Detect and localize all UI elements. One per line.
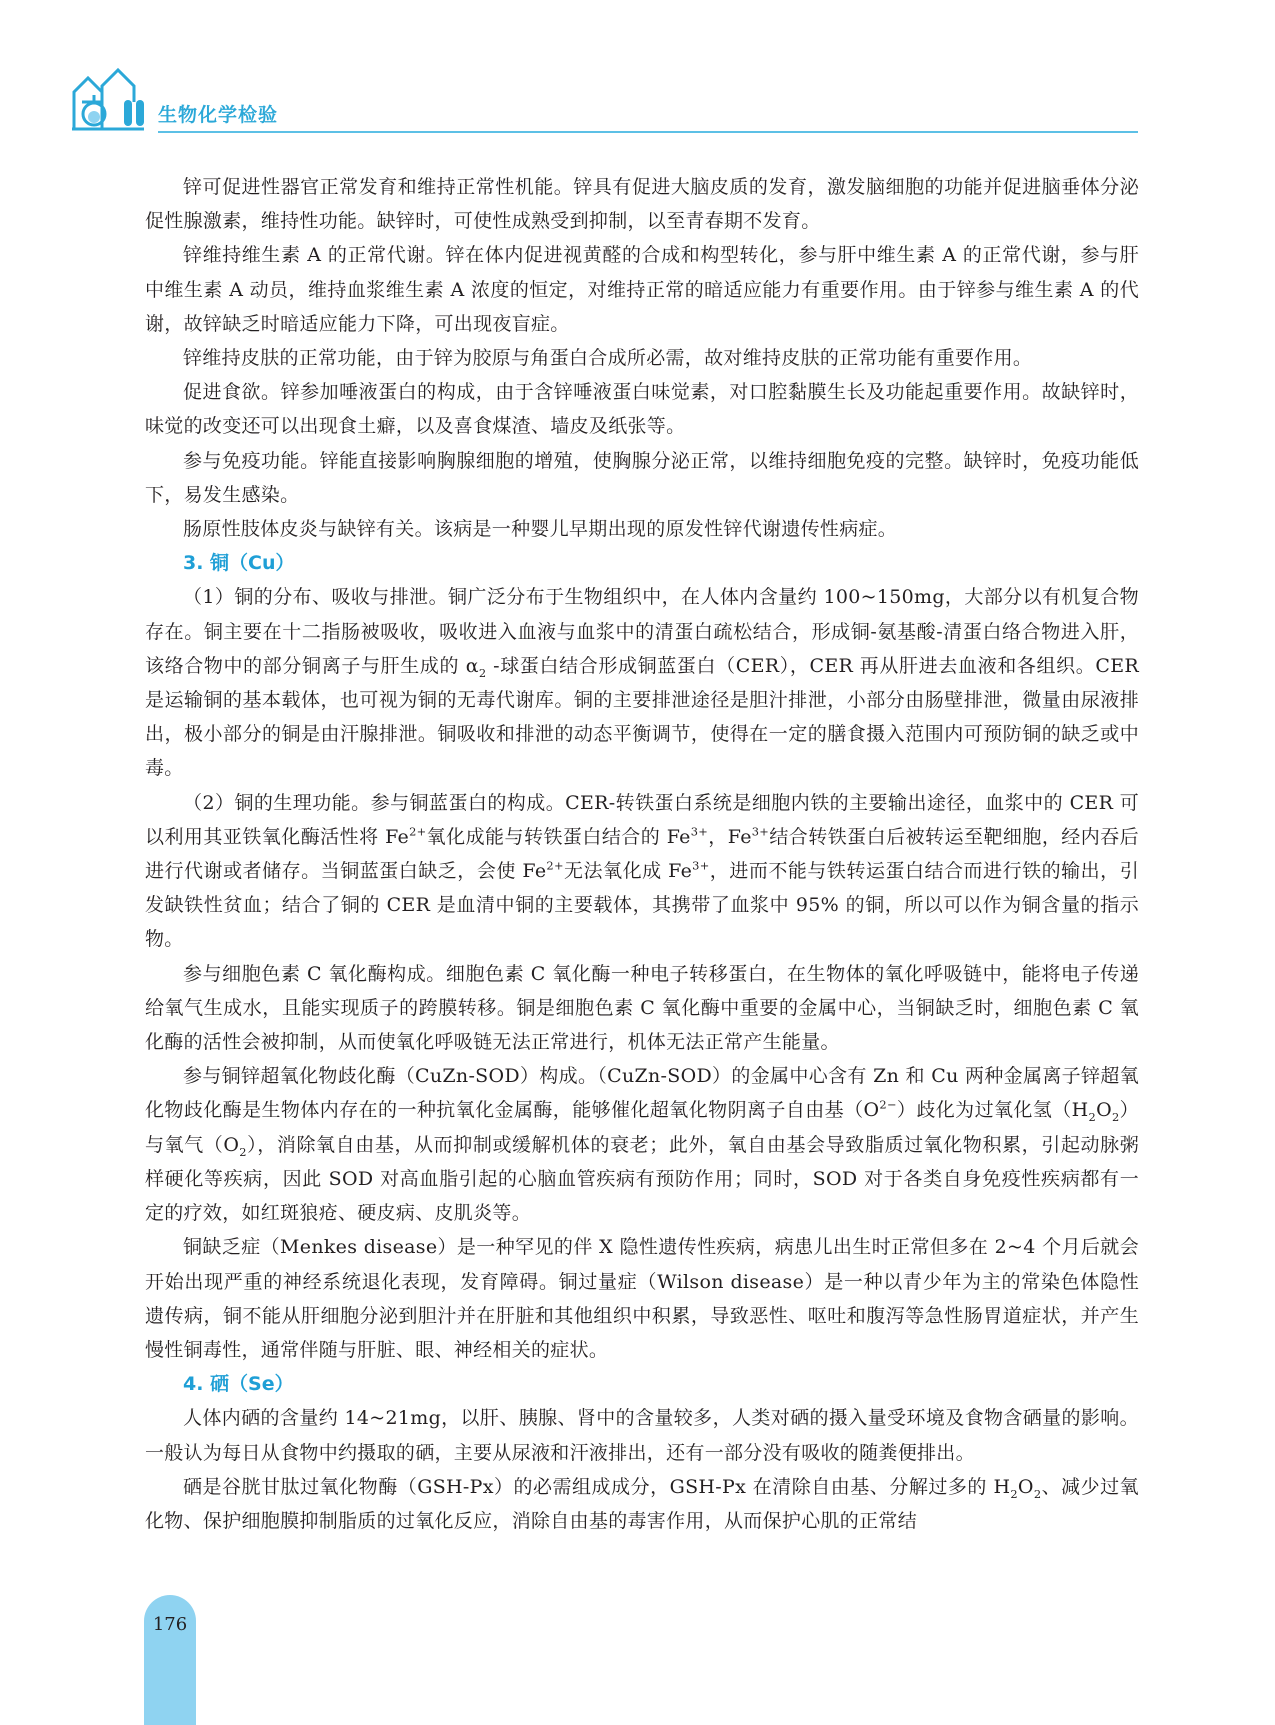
text-run: 无法氧化成 Fe <box>563 860 693 883</box>
lab-flask-logo-icon <box>68 62 148 134</box>
paragraph: 肠原性肢体皮炎与缺锌有关。该病是一种婴儿早期出现的原发性锌代谢遗传性病症。 <box>183 518 898 541</box>
page-header <box>0 0 1275 140</box>
text-run: ，Fe <box>708 825 752 848</box>
text-run: 参与铜锌超氧化物歧化酶（CuZn-SOD）构成。（CuZn-SOD）的金属中心含有 Zn 和 Cu 两种金属离子锌超氧化物歧化酶是生物体内存在的一种抗氧化金属酶，能够催化超氧化物阴离子自由基（O <box>145 1065 1139 1122</box>
paragraph: 锌维持维生素 A 的正常代谢。锌在体内促进视黄醛的合成和构型转化，参与肝中维生素 A 的正常代谢，参与肝中维生素 A 动员，维持血浆维生素 A 浓度的恒定，对维持正常的暗适应能力有重要作用。由于锌参与维生素 A 的代谢，故锌缺乏时暗适应能力下降，可出现夜盲症。 <box>145 244 1139 335</box>
text-run: 硒是谷胱甘肽过氧化物酶（GSH-Px）的必需组成成分，GSH-Px 在清除自由基、分解过多的 H <box>183 1475 1011 1498</box>
paragraph <box>145 1470 1139 1538</box>
superscript: 3+ <box>751 824 770 839</box>
text-run: （2）铜的生理功能。参与铜蓝蛋白的构成。CER-转铁蛋白系统是细胞内铁的主要输出途径，血浆中的 CER 可以利用其亚铁氧化酶活性将 Fe <box>145 791 1139 848</box>
text-run: -球蛋白结合形成铜蓝蛋白（CER），CER 再从肝进去血液和各组织。CER 是运输铜的基本载体，也可视为铜的无毒代谢库。铜的主要排泄途径是胆汁排泄，小部分由肠壁排泄，微量由尿液排出，极小部分的铜是由汗腺排泄。铜吸收和排泄的动态平衡调节，使得在一定的膳食摄入范围内可预防铜的缺乏或中毒。 <box>145 654 1139 780</box>
subscript: 2 <box>1033 1486 1042 1501</box>
text-run: 、减少过氧化物、保护细胞膜抑制脂质的过氧化反应，消除自由基的毒害作用，从而保护心肌的正常结 <box>145 1475 1139 1532</box>
superscript: 3+ <box>690 824 709 839</box>
section-heading-copper: 3. 铜（Cu） <box>183 552 295 575</box>
page-number: 176 <box>152 1614 188 1635</box>
paragraph: 促进食欲。锌参加唾液蛋白的构成，由于含锌唾液蛋白味觉素，对口腔黏膜生长及功能起重要作用。故缺锌时，味觉的改变还可以出现食土癖，以及喜食煤渣、墙皮及纸张等。 <box>145 381 1139 438</box>
subscript: 2 <box>1088 1110 1097 1125</box>
paragraph: 铜缺乏症（Menkes disease）是一种罕见的伴 X 隐性遗传性疾病，病患儿出生时正常但多在 2~4 个月后就会开始出现严重的神经系统退化表现，发育障碍。铜过量症（Wilson disease）是一种以青少年为主的常染色体隐性遗传病，铜不能从肝细胞分泌到胆汁并在肝脏和其他组织中积累，导致恶性、呕吐和腹泻等急性肠胃道症状，并产生慢性铜毒性，通常伴随与肝脏、眼、神经相关的症状。 <box>145 1236 1139 1361</box>
paragraph: 参与细胞色素 C 氧化酶构成。细胞色素 C 氧化酶一种电子转移蛋白，在生物体的氧化呼吸链中，能将电子传递给氧气生成水，且能实现质子的跨膜转移。铜是细胞色素 C 氧化酶中重要的金属中心，当铜缺乏时，细胞色素 C 氧化酶的活性会被抑制，从而使氧化呼吸链无法正常进行，机体无法正常产生能量。 <box>145 962 1139 1054</box>
superscript: 2− <box>879 1098 897 1113</box>
paragraph <box>145 786 1139 957</box>
text-run: ，进而不能与铁转运蛋白结合而进行铁的输出，引发缺铁性贫血；结合了铜的 CER 是血清中铜的主要载体，其携带了血浆中 95% 的铜，所以可以作为铜含量的指示物。 <box>145 860 1139 951</box>
subscript: 2 <box>1010 1486 1018 1501</box>
paragraph <box>145 1059 1139 1230</box>
book-title: 生物化学检验 <box>158 104 279 126</box>
text-run: 氧化成能与转铁蛋白结合的 Fe <box>426 825 691 848</box>
paragraph <box>145 580 1139 785</box>
text-run: 结合转铁蛋白后被转运至靶细胞，经内吞后进行代谢或者储存。当铜蓝蛋白缺乏，会使 Fe <box>145 825 1139 883</box>
subscript: 2 <box>478 665 487 680</box>
text-run: ）歧化为过氧化氢（H <box>896 1099 1089 1122</box>
paragraph: 锌维持皮肤的正常功能，由于锌为胶原与角蛋白合成所必需，故对维持皮肤的正常功能有重要作用。 <box>183 347 1033 370</box>
text-run: （1）铜的分布、吸收与排泄。铜广泛分布于生物组织中，在人体内含量约 100~150mg，大部分以有机复合物存在。铜主要在十二指肠被吸收，吸收进入血液与血浆中的清蛋白疏松结合，形成铜-氨基酸-清蛋白络合物进入肝，该络合物中的部分铜离子与肝生成的 α <box>145 586 1139 677</box>
text-run: ），消除氧自由基，从而抑制或缓解机体的衰老；此外，氧自由基会导致脂质过氧化物积累，引起动脉粥样硬化等疾病，因此 SOD 对高血脂引起的心脑血管疾病有预防作用；同时，SOD 对于各类自身免疫性疾病都有一定的疗效，如红斑狼疮、硬皮病、皮肌炎等。 <box>145 1133 1139 1225</box>
text-run: O <box>1096 1099 1112 1122</box>
text-run: O <box>1017 1475 1034 1498</box>
paragraph: 人体内硒的含量约 14~21mg，以肝、胰腺、肾中的含量较多，人类对硒的摄入量受环境及食物含硒量的影响。一般认为每日从食物中约摄取的硒，主要从尿液和汗液排出，还有一部分没有吸收的随粪便排出。 <box>145 1407 1139 1464</box>
text-run: ）与氧气（O <box>145 1099 1139 1156</box>
page-body <box>145 170 1139 1538</box>
superscript: 2+ <box>546 858 564 873</box>
subscript: 2 <box>239 1144 247 1159</box>
superscript: 2+ <box>409 824 427 839</box>
header-divider <box>158 131 1138 133</box>
section-heading-selenium: 4. 硒（Se） <box>183 1373 294 1396</box>
paragraph: 参与免疫功能。锌能直接影响胸腺细胞的增殖，使胸腺分泌正常，以维持细胞免疫的完整。缺锌时，免疫功能低下，易发生感染。 <box>145 449 1139 506</box>
paragraph: 锌可促进性器官正常发育和维持正常性机能。锌具有促进大脑皮质的发育，激发脑细胞的功能并促进脑垂体分泌促性腺激素，维持性功能。缺锌时，可使性成熟受到抑制，以至青春期不发育。 <box>145 176 1139 233</box>
subscript: 2 <box>1112 1110 1120 1125</box>
superscript: 3+ <box>692 858 710 873</box>
